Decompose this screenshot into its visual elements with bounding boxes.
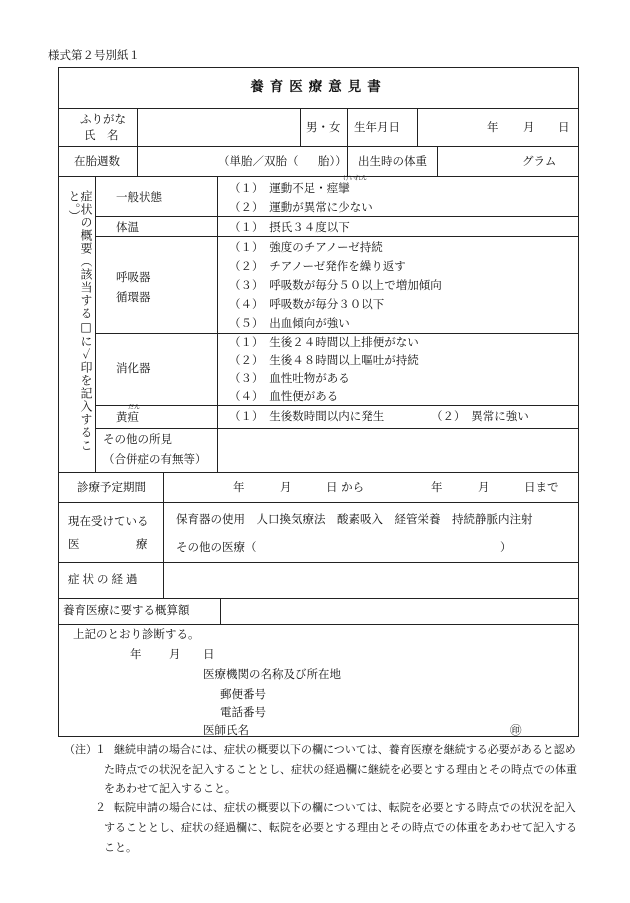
rule bbox=[437, 146, 438, 176]
furigana-ruby: けいれん bbox=[343, 175, 368, 182]
other-treatment-label: その他の医療（ bbox=[176, 540, 257, 554]
circulatory-label: 循環器 bbox=[116, 290, 151, 304]
rule bbox=[95, 333, 579, 334]
period-month-unit: 月 bbox=[280, 480, 292, 494]
name-label: 氏 名 bbox=[84, 128, 119, 142]
course-field[interactable] bbox=[164, 563, 578, 597]
symptom-item[interactable]: （２） 異常に強い bbox=[431, 409, 529, 423]
rule bbox=[95, 176, 96, 472]
cert-year-unit: 年 bbox=[130, 647, 142, 661]
note-line: することとし、症状の経過欄に、転院を必要とする理由とその時点での体重をあわせて記入する bbox=[104, 821, 577, 834]
postal-code-label: 郵便番号 bbox=[220, 687, 266, 701]
note-line: 継続申請の場合には、症状の概要以下の欄については、養育医療を継続する必要があると認め bbox=[114, 743, 576, 756]
rule bbox=[58, 624, 579, 625]
medical-label-b: 療 bbox=[136, 537, 148, 551]
current-treatment-label: 現在受けている bbox=[68, 514, 149, 528]
singleton-twin-label[interactable]: （単胎／双胎（ bbox=[218, 154, 299, 168]
tai-close-label: 胎）） bbox=[318, 154, 347, 168]
symptom-item[interactable]: （１） 生後数時間以内に発生 bbox=[229, 409, 385, 423]
jaundice-label: 黄疸 bbox=[116, 410, 139, 424]
estimated-cost-field[interactable] bbox=[221, 599, 578, 623]
rule bbox=[300, 108, 301, 146]
period-year2-unit: 年 bbox=[431, 480, 443, 494]
cert-month-unit: 月 bbox=[169, 647, 181, 661]
other-findings-label: その他の所見 bbox=[103, 432, 172, 446]
respiratory-label: 呼吸器 bbox=[116, 270, 151, 284]
sex-options[interactable]: 男・女 bbox=[306, 120, 341, 134]
symptom-item[interactable]: （２） チアノーゼ発作を繰り返す bbox=[229, 259, 406, 273]
rule bbox=[58, 472, 579, 473]
symptom-item[interactable]: （２） 運動が異常に少ない bbox=[229, 200, 373, 214]
course-label: 症状の経過 bbox=[68, 572, 141, 586]
rule bbox=[347, 108, 348, 176]
note-line: こと。 bbox=[104, 841, 137, 854]
birth-month-unit: 月 bbox=[523, 120, 535, 134]
birth-year-unit: 年 bbox=[487, 120, 499, 134]
gram-unit: グラム bbox=[522, 154, 557, 168]
symptom-item[interactable]: （２） 生後４８時間以上嘔吐が持続 bbox=[229, 353, 419, 367]
temperature-label: 体温 bbox=[116, 220, 139, 234]
symptoms-side-label: 症状の概要（該当する□に✓印を記入すること。） bbox=[67, 190, 93, 452]
rule bbox=[95, 216, 579, 217]
form-number: 様式第２号別紙１ bbox=[48, 48, 140, 62]
note-line: をあわせて記入すること。 bbox=[104, 782, 236, 795]
gestation-weeks-label: 在胎週数 bbox=[74, 154, 120, 168]
symptom-item[interactable]: （１） 運動不足・痙攣 bbox=[229, 181, 350, 195]
note-number: １ bbox=[95, 743, 106, 756]
medical-label-a: 医 bbox=[68, 537, 80, 551]
symptom-item[interactable]: （１） 生後２４時間以上排便がない bbox=[229, 335, 419, 349]
note-line: た時点での状況を記入することとし、症状の経過欄に継続を必要とする理由とその時点での体重 bbox=[104, 763, 577, 776]
period-from: 日 から bbox=[326, 480, 365, 494]
rule bbox=[58, 176, 579, 177]
period-year-unit: 年 bbox=[233, 480, 245, 494]
furigana-label: ふりがな bbox=[80, 112, 126, 126]
general-condition-label: 一般状態 bbox=[116, 190, 162, 204]
symptom-item[interactable]: （５） 出血傾向が強い bbox=[229, 316, 350, 330]
note-line: 転院申請の場合には、症状の概要以下の欄については、転院を必要とする時点での状況を記入 bbox=[114, 801, 576, 814]
rule bbox=[95, 236, 579, 237]
certification-statement: 上記のとおり診断する。 bbox=[73, 627, 200, 641]
symptom-item[interactable]: （１） 摂氏３４度以下 bbox=[229, 220, 350, 234]
complications-label: （合併症の有無等） bbox=[103, 452, 207, 466]
period-month2-unit: 月 bbox=[478, 480, 490, 494]
treatment-options[interactable]: 保育器の使用 人口換気療法 酸素吸入 経管栄養 持続静脈内注射 bbox=[176, 512, 533, 526]
digestive-label: 消化器 bbox=[116, 361, 151, 375]
symptom-item[interactable]: （３） 呼吸数が毎分５０以上で増加傾向 bbox=[229, 278, 442, 292]
rule bbox=[58, 502, 579, 503]
seal-mark: ㊞ bbox=[510, 723, 522, 737]
rule bbox=[417, 108, 418, 146]
estimated-cost-label: 養育医療に要する概算額 bbox=[63, 603, 190, 617]
note-number: ２ bbox=[95, 801, 106, 814]
treatment-period-label: 診療予定期間 bbox=[77, 480, 146, 494]
symptom-item[interactable]: （４） 血性便がある bbox=[229, 389, 339, 403]
other-treatment-close: ） bbox=[500, 540, 512, 554]
period-until: 日まで bbox=[524, 480, 559, 494]
symptom-item[interactable]: （１） 強度のチアノーゼ持続 bbox=[229, 240, 383, 254]
form-title: 養育医療意見書 bbox=[250, 79, 387, 95]
other-findings-field[interactable] bbox=[218, 429, 578, 471]
rule bbox=[95, 405, 579, 406]
birth-weight-label: 出生時の体重 bbox=[358, 154, 427, 168]
symptom-item[interactable]: （４） 呼吸数が毎分３０以下 bbox=[229, 297, 385, 311]
phone-label: 電話番号 bbox=[220, 705, 266, 719]
name-field[interactable] bbox=[138, 109, 299, 145]
notes-prefix: （注） bbox=[64, 743, 97, 756]
jaundice-ruby: だん bbox=[128, 404, 141, 411]
birthdate-label: 生年月日 bbox=[354, 120, 400, 134]
institution-label: 医療機関の名称及び所在地 bbox=[203, 667, 341, 681]
rule bbox=[217, 176, 218, 472]
symptom-item[interactable]: （３） 血性吐物がある bbox=[229, 371, 350, 385]
cert-day-unit: 日 bbox=[203, 647, 215, 661]
birth-day-unit: 日 bbox=[558, 120, 570, 134]
doctor-name-label: 医師氏名 bbox=[203, 723, 249, 737]
rule bbox=[163, 472, 164, 562]
